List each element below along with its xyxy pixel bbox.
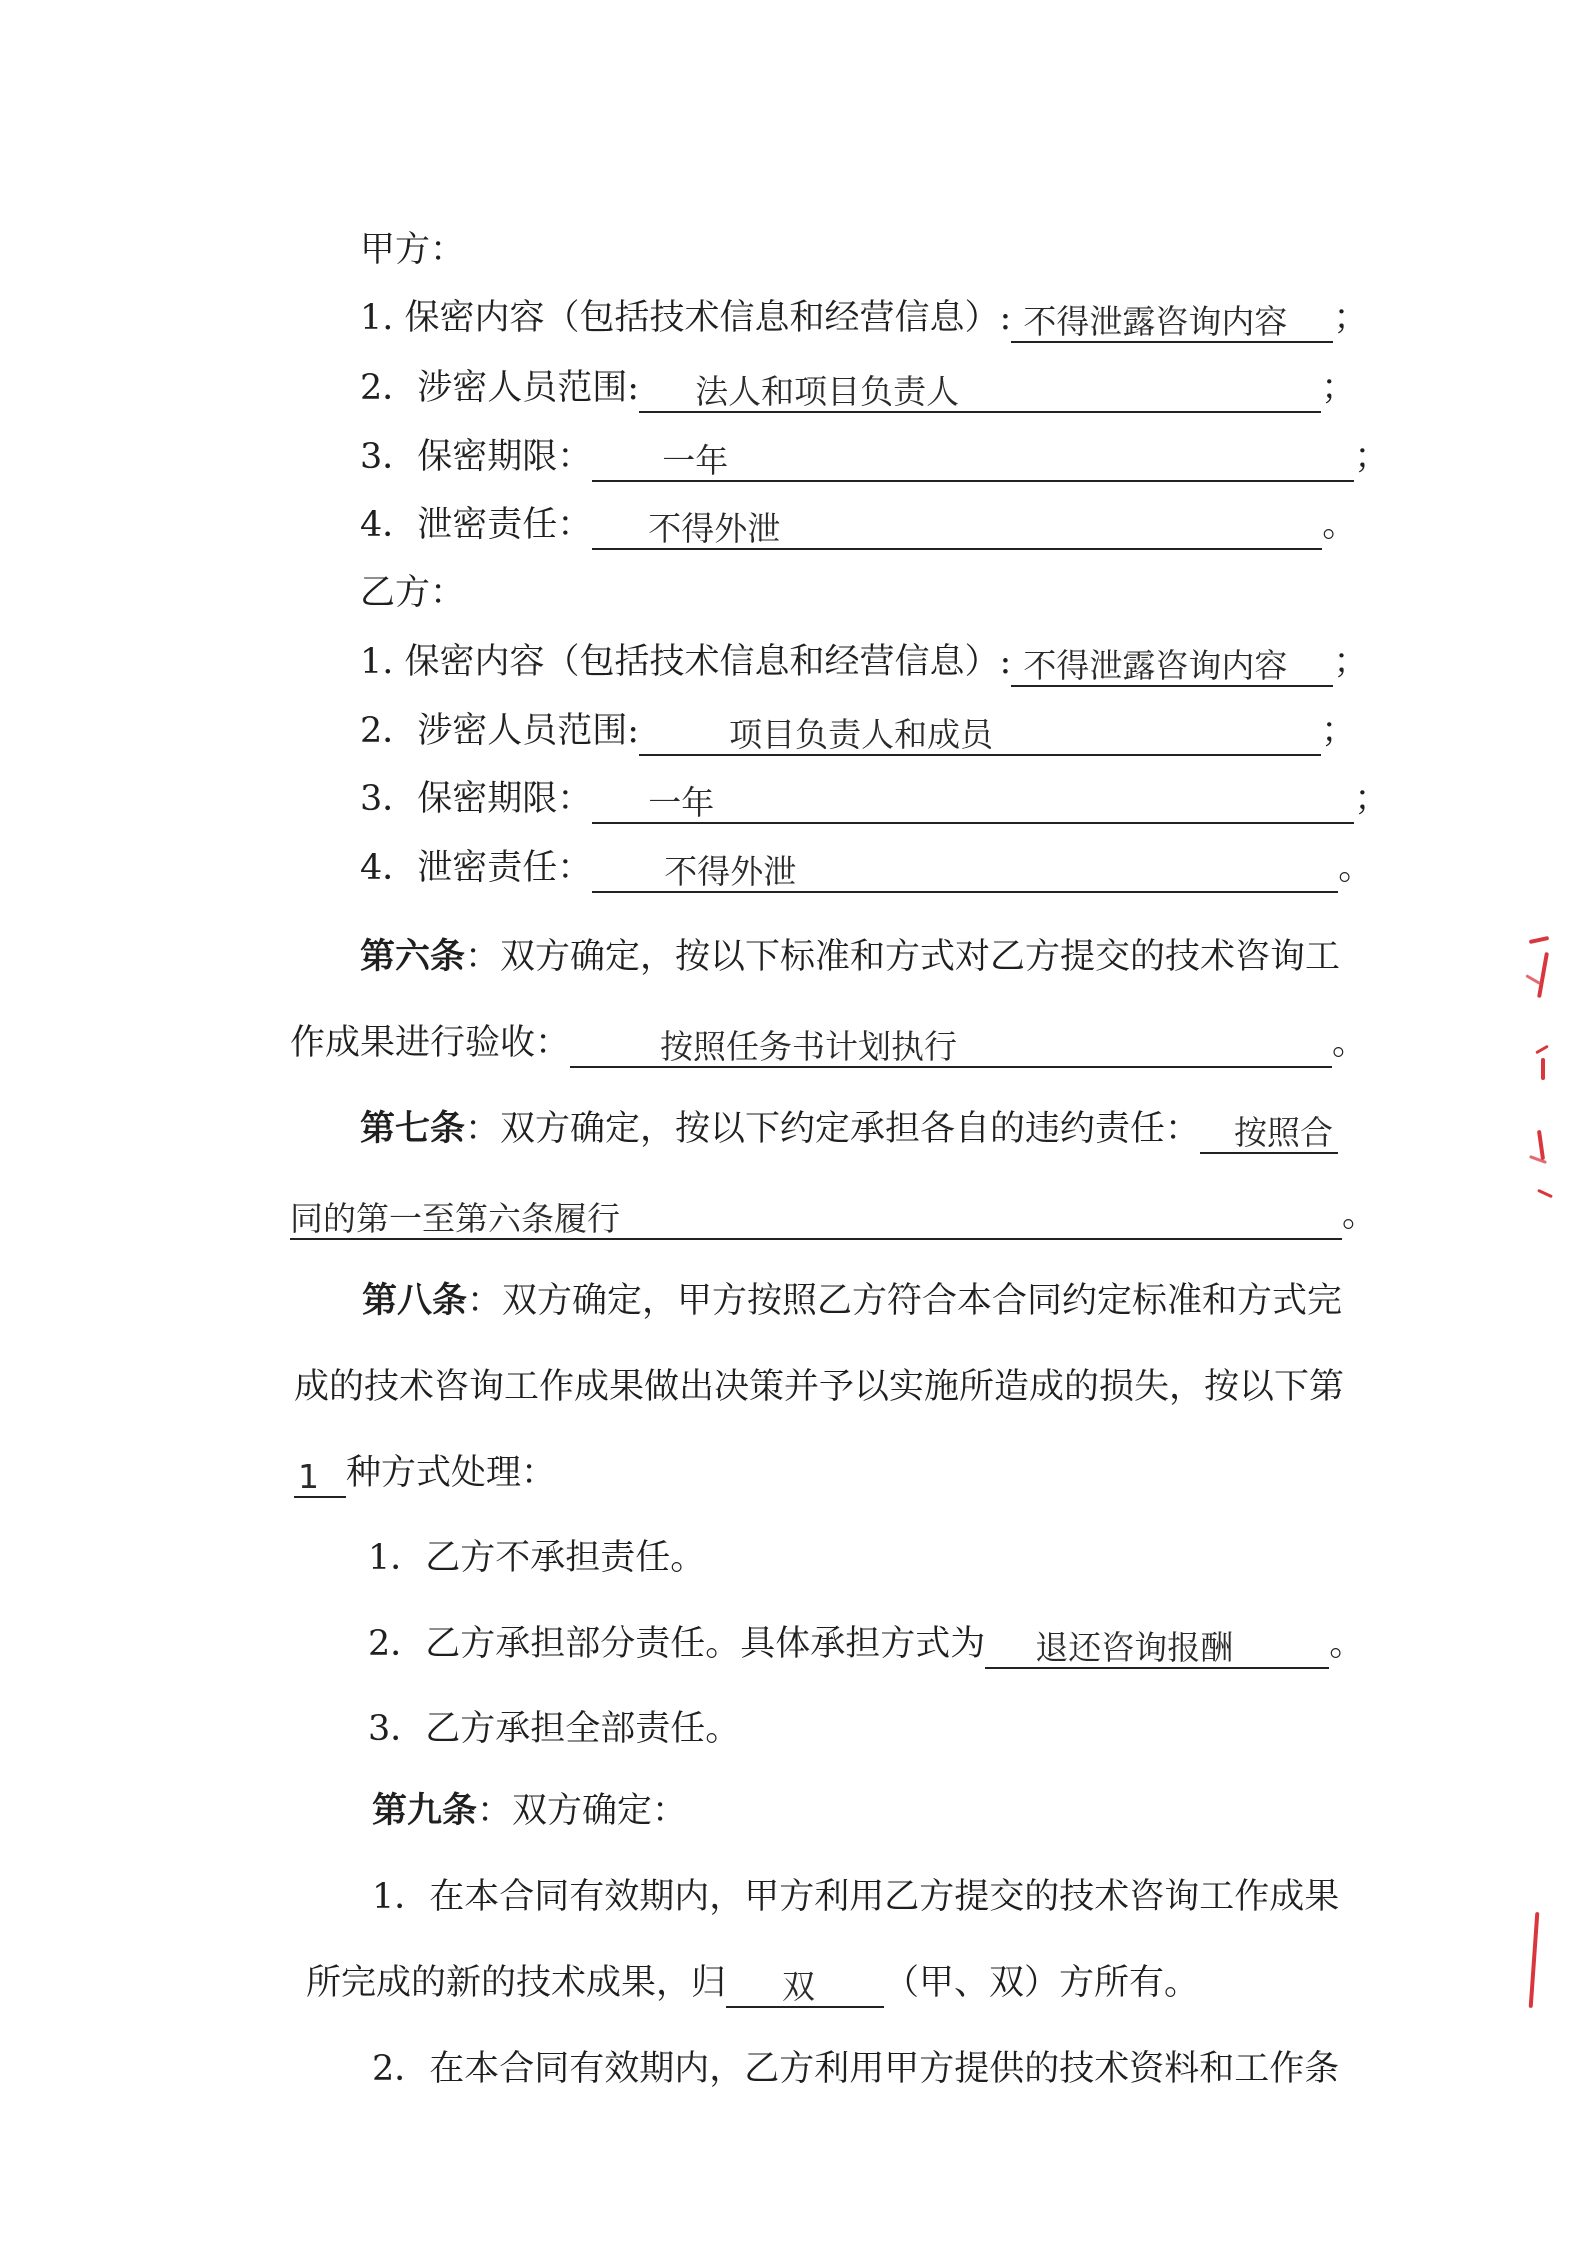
seal-mark: [1529, 1912, 1540, 2008]
article-6-text-2: 作成果进行验收：: [290, 1023, 571, 1063]
party-a-item-1: [360, 293, 1368, 343]
article-9-title: 第九条: [372, 1790, 478, 1831]
article-8-title: 第八条: [362, 1280, 468, 1321]
party-b-item-2-field: [639, 714, 1321, 756]
party-b-item-4-value: 不得外泄: [664, 852, 797, 891]
seal-mark: [1537, 952, 1549, 998]
party-b-item-3-field: [592, 782, 1354, 824]
party-a-item-4: [360, 500, 1357, 550]
party-b-item-1-label: 1. 保密内容（包括技术信息和经营信息）:: [360, 642, 1012, 682]
seal-mark: [1541, 1058, 1545, 1080]
party-a-item-2-field: [639, 371, 1321, 413]
article-6-value: 按照任务书计划执行: [660, 1027, 958, 1066]
article-8-option-1: 1．乙方不承担责任。: [368, 1538, 706, 1578]
semicolon: ；: [1321, 711, 1357, 751]
article-6-line-1: [360, 932, 1340, 982]
seal-mark: [1535, 1045, 1549, 1055]
party-b-item-2-value: 项目负责人和成员: [729, 715, 994, 754]
party-b-item-4-label: 4．泄密责任：: [360, 848, 593, 888]
article-9-item-2-line-1: 2．在本合同有效期内，乙方利用甲方提供的技术资料和工作条: [372, 2049, 1340, 2089]
article-7-line-1: [360, 1104, 1338, 1154]
party-a-item-2-value: 法人和项目负责人: [695, 372, 960, 411]
article-9-item-1-field: [726, 1966, 884, 2008]
semicolon: ；: [1354, 779, 1390, 819]
article-8-option-3: 3．乙方承担全部责任。: [368, 1709, 741, 1749]
article-8-choice-field: [294, 1456, 346, 1498]
party-b-item-2-label: 2．涉密人员范围:: [360, 711, 640, 751]
party-b-item-3: [360, 774, 1389, 824]
article-8-option-2-label: 2．乙方承担部分责任。具体承担方式为: [368, 1624, 986, 1664]
semicolon: ；: [1354, 437, 1390, 477]
article-8-choice-value: 1: [298, 1457, 319, 1496]
seal-mark: [1529, 936, 1549, 944]
article-7-field-1: [1200, 1112, 1338, 1154]
party-b-item-1-field: [1011, 645, 1333, 687]
party-a-item-2-label: 2．涉密人员范围:: [360, 368, 640, 408]
party-a-item-3-label: 3．保密期限：: [360, 437, 593, 477]
article-6-title: 第六条: [360, 936, 466, 977]
party-b-item-3-label: 3．保密期限：: [360, 779, 593, 819]
party-a-item-1-field: [1011, 301, 1333, 343]
semicolon: ；: [1333, 642, 1369, 682]
article-6-text: ：双方确定，按以下标准和方式对乙方提交的技术咨询工: [465, 937, 1341, 977]
article-6-field: [570, 1026, 1332, 1068]
party-a-item-4-value: 不得外泄: [648, 509, 781, 548]
seal-mark: [1537, 1189, 1553, 1198]
party-b-item-1: [360, 637, 1368, 687]
party-a-item-3: [360, 432, 1389, 482]
article-7-title: 第七条: [360, 1108, 466, 1149]
article-8-text-3: 种方式处理：: [346, 1453, 557, 1493]
article-8-text: ：双方确定，甲方按照乙方符合本合同约定标准和方式完: [467, 1281, 1343, 1321]
party-b-label: 乙方：: [360, 573, 466, 613]
article-9-item-1-line-1: 1．在本合同有效期内，甲方利用乙方提交的技术咨询工作成果: [372, 1877, 1340, 1917]
period: 。: [1338, 848, 1374, 888]
period: 。: [1322, 505, 1358, 545]
party-b-item-1-value: 不得泄露咨询内容: [1023, 646, 1288, 685]
semicolon: ；: [1333, 298, 1369, 338]
article-8-option-2-value: 退还咨询报酬: [1035, 1628, 1234, 1667]
article-9-item-1-suffix: （甲、双）方所有。: [884, 1963, 1200, 2003]
party-b-item-4: [360, 843, 1373, 893]
party-a-item-4-label: 4．泄密责任：: [360, 505, 593, 545]
article-9-item-1-value: 双: [782, 1967, 816, 2006]
party-b-item-3-value: 一年: [648, 783, 715, 822]
article-7-value-2: 同的第一至第六条履行: [290, 1199, 620, 1238]
article-8-line-2: 成的技术咨询工作成果做出决策并予以实施所造成的损失，按以下第: [294, 1367, 1345, 1407]
article-7-value-1: 按照合: [1234, 1113, 1334, 1152]
party-a-item-3-field: [592, 440, 1354, 482]
semicolon: ；: [1321, 368, 1357, 408]
article-9-item-1-prefix: 所完成的新的技术成果，归: [306, 1963, 727, 2003]
article-9-text: ：双方确定：: [477, 1791, 688, 1831]
article-9-line-1: [372, 1786, 687, 1836]
article-9-item-1-line-2: [306, 1958, 1199, 2008]
period: 。: [1329, 1624, 1365, 1664]
party-a-item-1-value: 不得泄露咨询内容: [1023, 302, 1288, 341]
party-a-label: 甲方：: [360, 230, 466, 270]
period: 。: [1342, 1195, 1378, 1235]
party-a-item-1-label: 1. 保密内容（包括技术信息和经营信息）:: [360, 298, 1012, 338]
party-b-item-2: [360, 706, 1356, 756]
article-7-field-2: [290, 1198, 1342, 1240]
party-b-item-4-field: [592, 851, 1338, 893]
seal-mark: [1537, 1130, 1545, 1160]
seal-fragment: [1515, 930, 1555, 1250]
party-a-item-3-value: 一年: [662, 441, 729, 480]
article-6-line-2: [290, 1018, 1367, 1068]
party-a-item-4-field: [592, 508, 1322, 550]
article-7-text: ：双方确定，按以下约定承担各自的违约责任：: [465, 1109, 1201, 1149]
party-a-item-2: [360, 363, 1356, 413]
article-8-option-2: [368, 1619, 1364, 1669]
seal-mark: [1525, 974, 1540, 985]
article-8-option-2-field: [985, 1627, 1329, 1669]
period: 。: [1332, 1023, 1368, 1063]
article-8-line-1: [362, 1276, 1342, 1326]
seal-edge: [1528, 1912, 1540, 2012]
article-8-line-3: [294, 1448, 556, 1498]
article-7-line-2: [290, 1190, 1377, 1240]
